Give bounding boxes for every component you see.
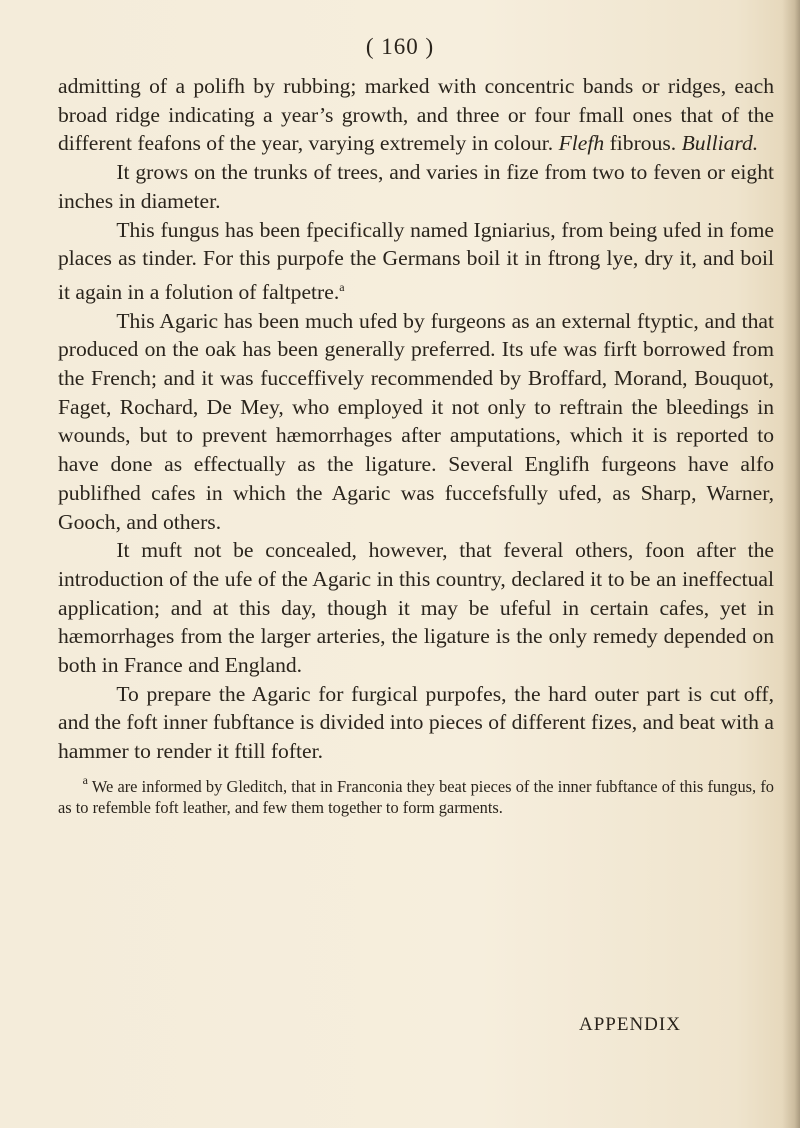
footnote-marker: a — [82, 772, 88, 787]
paragraph-2: It grows on the trunks of trees, and varies in fize from two to feven or eight inches in diameter. — [58, 160, 774, 213]
footnote-text: We are informed by Gleditch, that in Franconia they beat pieces of the inner fubftance of this fungus, fo as to refemble foft leather, and few them together to form garments. — [58, 776, 774, 817]
flesh-description: fibrous. — [609, 131, 677, 156]
paragraph-5: It muft not be concealed, however, that feveral others, foon after the introduction of the ufe of the Agaric in this country, declared it to be an ineffectual application; and at this day, though it may be ufeful in certain cafes, yet in hæmorrhages from the larger arteries, the ligature is the only remedy depended on both in France and England. — [58, 538, 774, 678]
catchword: APPENDIX — [579, 1014, 681, 1035]
paragraph-1-text: admitting of a polifh by rubbing; marked with concentric bands or ridges, each broad ridge indicating a year’s growth, and three or four fmall ones that of the different feafons of the year, varying extremely in colour. — [58, 74, 774, 156]
flesh-label: Flefh — [558, 131, 605, 156]
page-edge-shadow — [782, 0, 800, 1128]
paragraph-4: This Agaric has been much ufed by furgeons as an external ftyptic, and that produced on the oak has been generally preferred. Its ufe was firft borrowed from the French; and it was fucceffively recommended by Broffard, Morand, Bouquot, Faget, Rochard, De Mey, who employed it not only to reftrain the bleedings in wounds, but to prevent hæmorrhages after amputations, which it is reported to have done as effectually as the ligature. Several Englifh furgeons have alfo publifhed cafes in which the Agaric was fuccefsfully ufed, as Sharp, Warner, Gooch, and others. — [58, 308, 774, 534]
main-text-block — [58, 72, 774, 818]
page-number-header: ( 160 ) — [365, 34, 435, 59]
paragraph-3 — [58, 216, 774, 307]
footnote — [58, 770, 774, 818]
paragraph-3-text: This fungus has been fpecifically named Igniarius, from being ufed in fome places as tinder. For this purpofe the Germans boil it in ftrong lye, dry it, and boil it again in a folution of faltpetre. — [58, 217, 774, 304]
paragraph-1 — [58, 72, 774, 158]
paragraph-6: To prepare the Agaric for furgical purpofes, the hard outer part is cut off, and the foft inner fubftance is divided into pieces of different fizes, and beat with a hammer to render it ftill fofter. — [58, 681, 774, 764]
author-citation: Bulliard. — [681, 131, 759, 156]
footnote-reference: a — [339, 279, 345, 294]
